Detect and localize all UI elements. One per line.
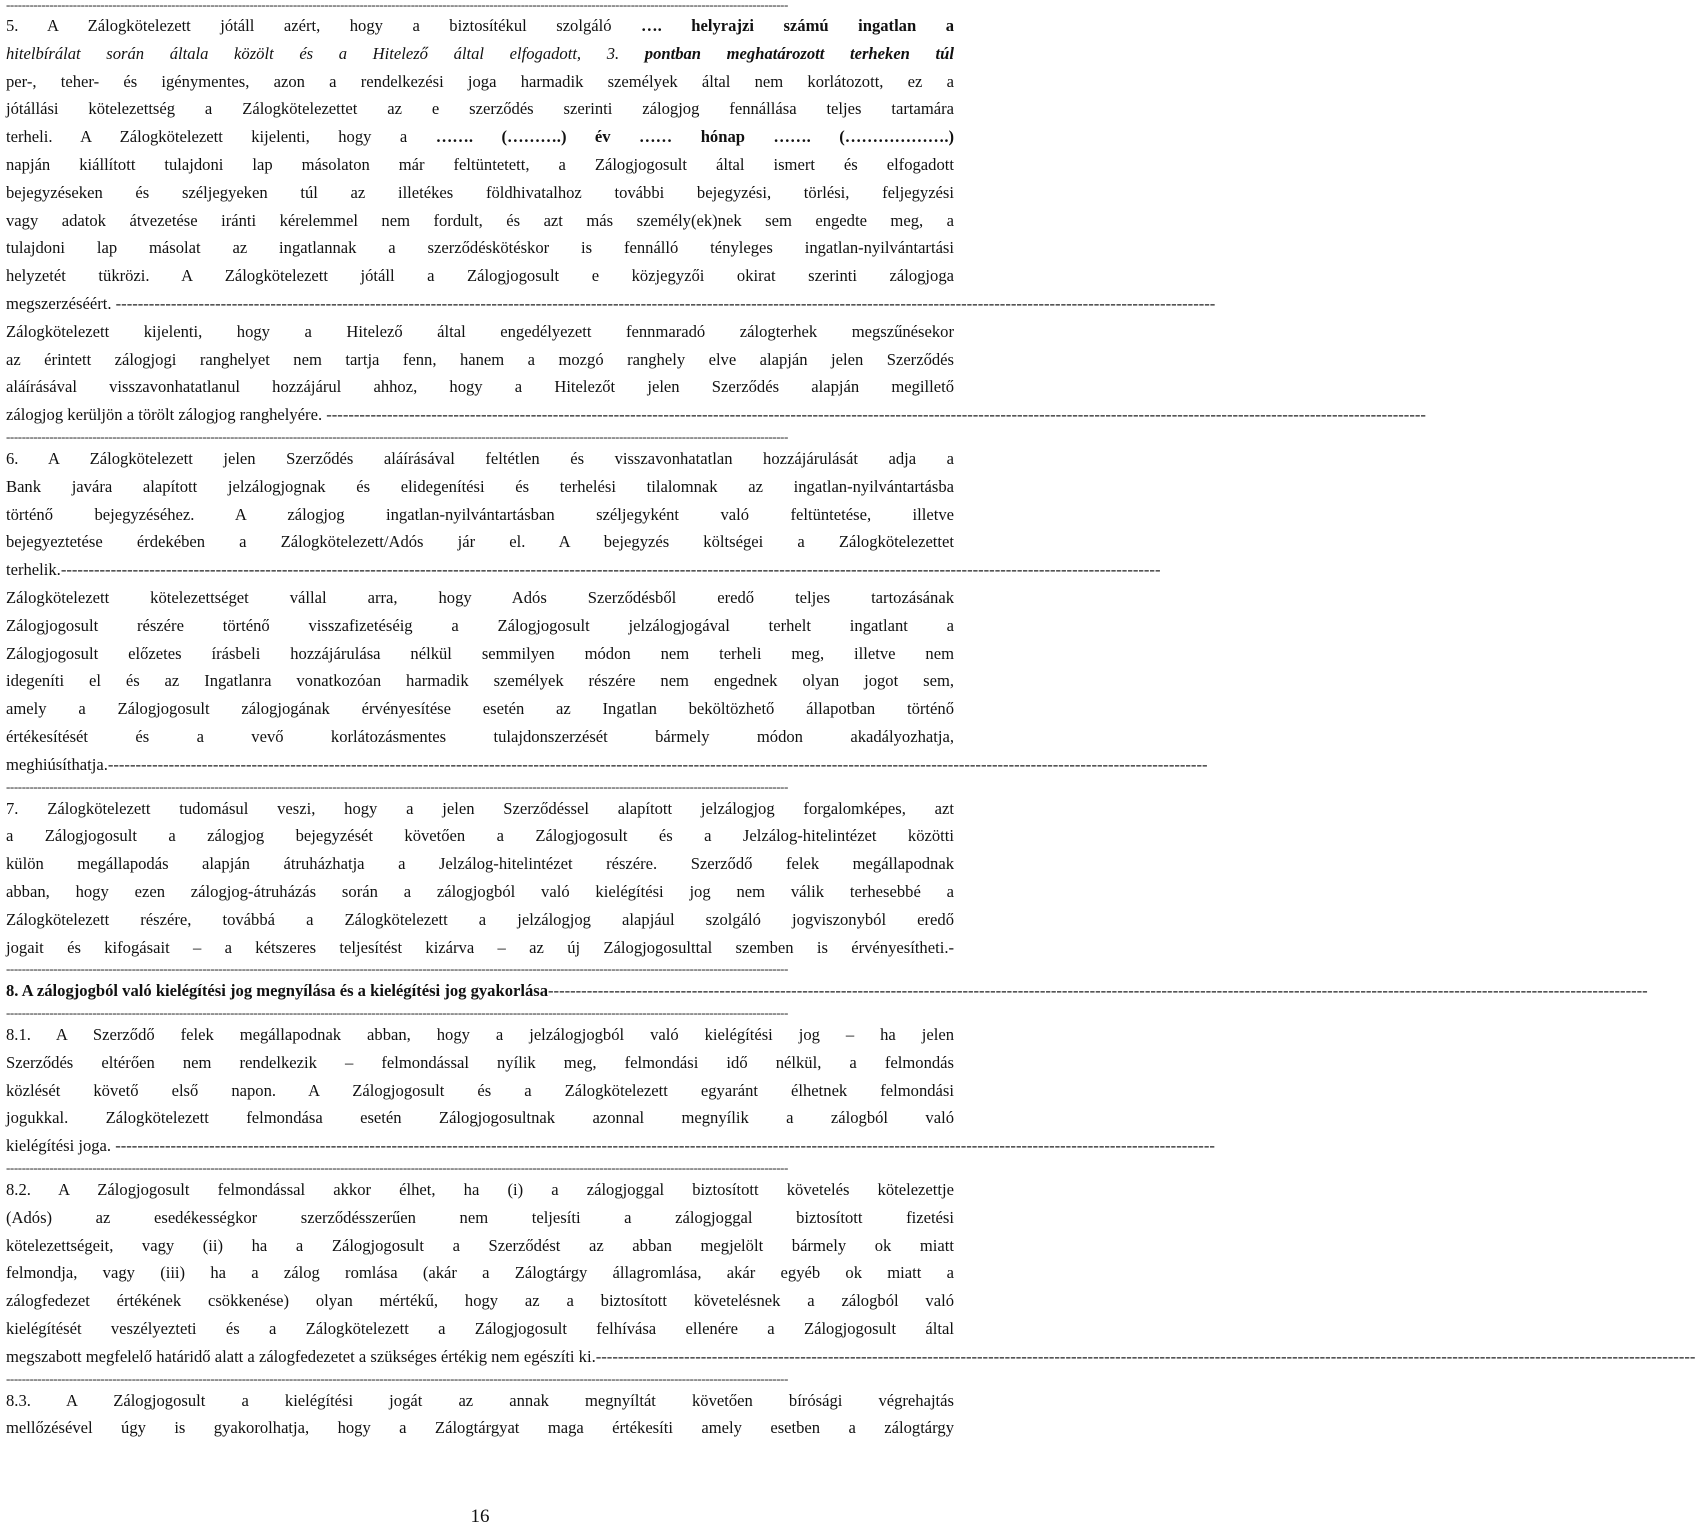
text-run: kielégítési joga. xyxy=(6,1136,112,1156)
section-7-line: abban, hogy ezen zálogjog-átruházás során a zálogjogból való kielégítési jog nem válik terhesebbé a xyxy=(6,881,954,901)
paragraph-8-2-line: kielégítését veszélyezteti és a Zálogkötelezett a Zálogjogosult felhívása ellenére a Zálogjogosult által xyxy=(6,1319,954,1339)
page-number: 16 xyxy=(470,1506,490,1527)
section-7-line: a Zálogjogosult a zálogjog bejegyzését követően a Zálogjogosult és a Jelzálog-hitelintézet közötti xyxy=(6,826,954,846)
dash-separator: ------------------------------------------------------------------------------------------------------------------------------------------------------------------------------------------------------- xyxy=(6,1370,788,1386)
section-5-line xyxy=(6,12,954,40)
dash-fill: ------------------------------------------------------------------------------------------------------------------------------------------------------------------------------------------------------- xyxy=(115,293,1216,313)
text-run: meghiúsíthatja. xyxy=(6,754,108,774)
paragraph-8-3-line: 8.3. A Zálogjogosult a kielégítési jogát az annak megnyíltát követően bírósági végrehajtás xyxy=(6,1390,954,1410)
dash-separator: ------------------------------------------------------------------------------------------------------------------------------------------------------------------------------------------------------- xyxy=(6,428,788,444)
dash-separator: ------------------------------------------------------------------------------------------------------------------------------------------------------------------------------------------------------- xyxy=(6,778,788,794)
section-6-line: értékesítését és a vevő korlátozásmentes tulajdonszerzését bármely módon akadályozhatja, xyxy=(6,726,954,746)
section-6-line: bejegyeztetése érdekében a Zálogkötelezett/Adós jár el. A bejegyzés költségei a Zálogkötelezettet xyxy=(6,532,954,552)
section-heading: 8. A zálogjogból való kielégítési jog megnyílása és a kielégítési jog gyakorlása xyxy=(6,981,549,1001)
paragraph-8-1-line: jogukkal. Zálogkötelezett felmondása esetén Zálogjogosultnak azonnal megnyílik a zálogból való xyxy=(6,1108,954,1128)
section-5-line: Zálogkötelezett kijelenti, hogy a Hitelező által engedélyezett fennmaradó zálogterhek megszűnésekor xyxy=(6,321,954,341)
section-6-line xyxy=(6,556,1161,584)
dash-separator: ------------------------------------------------------------------------------------------------------------------------------------------------------------------------------------------------------- xyxy=(6,1005,788,1021)
section-7-line: Zálogkötelezett részére, továbbá a Zálogkötelezett a jelzálogjog alapjául szolgáló jogviszonyból eredő xyxy=(6,909,954,929)
text-run: terheli. A Zálogkötelezett kijelenti, hogy a xyxy=(6,127,436,147)
dash-fill: ------------------------------------------------------------------------------------------------------------------------------------------------------------------------------------------------------- xyxy=(326,405,1426,425)
text-run: zálogjog kerüljön a törölt zálogjog ranghelyére. xyxy=(6,405,323,425)
section-6-line: idegeníti el és az Ingatlanra vonatkozóan harmadik személyek részére nem engednek olyan jogot sem, xyxy=(6,671,954,691)
text-run-bold: pontban meghatározott terheken túl xyxy=(644,43,954,63)
section-8-heading xyxy=(6,977,1648,1005)
paragraph-8-2-line xyxy=(6,1343,1695,1371)
section-5-line: az érintett zálogjogi ranghelyet nem tartja fenn, hanem a mozgó ranghely elve alapján jelen Szerződés xyxy=(6,349,954,369)
paragraph-8-1-line: közlését követő első napon. A Zálogjogosult és a Zálogkötelezett egyaránt élhetnek felmondási xyxy=(6,1080,954,1100)
text-run: megszerzéséért. xyxy=(6,293,112,313)
section-5-line: aláírásával visszavonhatatlanul hozzájárul ahhoz, hogy a Hitelezőt jelen Szerződés alapján megillető xyxy=(6,377,954,397)
section-6-line: amely a Zálogjogosult zálogjogának érvényesítése esetén az Ingatlan beköltözhető állapotban történő xyxy=(6,699,954,719)
section-5-line: vagy adatok átvezetése iránti kérelemmel nem fordult, és azt más személy(ek)nek sem engedte meg, a xyxy=(6,210,954,230)
section-5-line: bejegyzéseken és széljegyeken túl az illetékes földhivatalhoz további bejegyzési, törlési, feljegyzési xyxy=(6,182,954,202)
text-run: megszabott megfelelő határidő alatt a zálogfedezetet a szükséges értékig nem egészíti ki. xyxy=(6,1346,596,1366)
section-6-line: Zálogjogosult előzetes írásbeli hozzájárulása nélkül semmilyen módon nem terheli meg, illetve nem xyxy=(6,643,954,663)
dash-separator: ------------------------------------------------------------------------------------------------------------------------------------------------------------------------------------------------------- xyxy=(6,1160,788,1176)
section-5-line: per-, teher- és igénymentes, azon a rendelkezési joga harmadik személyek által nem korlátozott, ez a xyxy=(6,71,954,91)
section-5-line xyxy=(6,40,954,68)
dash-fill: ------------------------------------------------------------------------------------------------------------------------------------------------------------------------------------------------------- xyxy=(548,981,1648,1001)
section-6-line: történő bejegyzéséhez. A zálogjog ingatlan-nyilvántartásban széljegyként való feltüntetése, illetve xyxy=(6,504,954,524)
dash-fill: ------------------------------------------------------------------------------------------------------------------------------------------------------------------------------------------------------- xyxy=(115,1136,1215,1156)
paragraph-8-2-line: (Adós) az esedékességkor szerződésszerűen nem teljesíti a zálogjoggal biztosított fizetési xyxy=(6,1207,954,1227)
dash-separator: ------------------------------------------------------------------------------------------------------------------------------------------------------------------------------------------------------- xyxy=(6,0,788,12)
text-run-bold: …. helyrajzi számú ingatlan a xyxy=(641,16,955,35)
paragraph-8-1-line: Szerződés eltérően nem rendelkezik – felmondással nyílik meg, felmondási idő nélkül, a felmondás xyxy=(6,1052,954,1072)
paragraph-8-1-line: 8.1. A Szerződő felek megállapodnak abban, hogy a jelzálogjogból való kielégítési jog – ha jelen xyxy=(6,1025,954,1045)
section-5-line: tulajdoni lap másolat az ingatlannak a szerződéskötéskor is fennálló tényleges ingatlan-nyilvántartási xyxy=(6,238,954,258)
dash-fill: ------------------------------------------------------------------------------------------------------------------------------------------------------------------------------------------------------- xyxy=(595,1346,1695,1366)
section-7-line: 7. Zálogkötelezett tudomásul veszi, hogy a jelen Szerződéssel alapított jelzálogjog forgalomképes, azt xyxy=(6,798,954,818)
date-placeholder: ……. (……….) év …… hónap ……. (……………….) xyxy=(435,127,954,147)
paragraph-8-1-line xyxy=(6,1132,1215,1160)
section-7-line: jogait és kifogásait – a kétszeres teljesítést kizárva – az új Zálogjogosulttal szemben is érvényesítheti.- xyxy=(6,937,954,957)
section-5-line xyxy=(6,401,1426,429)
dash-fill: ------------------------------------------------------------------------------------------------------------------------------------------------------------------------------------------------------- xyxy=(60,560,1161,580)
dash-separator: ------------------------------------------------------------------------------------------------------------------------------------------------------------------------------------------------------- xyxy=(6,961,788,977)
section-5-line xyxy=(6,290,1216,318)
section-6-line: Zálogjogosult részére történő visszafizetéséig a Zálogjogosult jelzálogjogával terhelt ingatlant a xyxy=(6,615,954,635)
section-5-line: napján kiállított tulajdoni lap másolaton már feltüntetett, a Zálogjogosult által ismert és elfogadott xyxy=(6,154,954,174)
paragraph-8-2-line: 8.2. A Zálogjogosult felmondással akkor élhet, ha (i) a zálogjoggal biztosított követelés kötelezettje xyxy=(6,1180,954,1200)
section-6-line: Bank javára alapított jelzálogjognak és elidegenítési és terhelési tilalomnak az ingatlan-nyilvántartásba xyxy=(6,476,954,496)
section-7-line: külön megállapodás alapján átruházhatja a Jelzálog-hitelintézet részére. Szerződő felek megállapodnak xyxy=(6,854,954,874)
section-5-line: jótállási kötelezettség a Zálogkötelezettet az e szerződés szerinti zálogjog fennállása teljes tartamára xyxy=(6,99,954,119)
section-6-line: Zálogkötelezett kötelezettséget vállal arra, hogy Adós Szerződésből eredő teljes tartozásának xyxy=(6,587,954,607)
text-run: hitelbírálat során általa közölt és a Hitelező által elfogadott, 3. xyxy=(6,43,645,63)
dash-fill: ------------------------------------------------------------------------------------------------------------------------------------------------------------------------------------------------------- xyxy=(107,754,1208,774)
paragraph-8-3-line: mellőzésével úgy is gyakorolhatja, hogy a Zálogtárgyat maga értékesíti amely esetben a zálogtárgy xyxy=(6,1418,954,1438)
paragraph-8-2-line: felmondja, vagy (iii) ha a zálog romlása (akár a Zálogtárgy állagromlása, akár egyéb ok miatt a xyxy=(6,1263,954,1283)
paragraph-8-2-line: kötelezettségeit, vagy (ii) ha a Zálogjogosult a Szerződést az abban megjelölt bármely ok miatt xyxy=(6,1235,954,1255)
text-run: terhelik. xyxy=(6,560,61,580)
text-run: 5. A Zálogkötelezett jótáll azért, hogy a biztosítékul szolgáló xyxy=(6,16,642,35)
section-5-line: helyzetét tükrözi. A Zálogkötelezett jótáll a Zálogjogosult e közjegyzői okirat szerinti zálogjoga xyxy=(6,266,954,286)
section-6-line: 6. A Zálogkötelezett jelen Szerződés aláírásával feltétlen és visszavonhatatlan hozzájárulását adja a xyxy=(6,448,954,468)
paragraph-8-2-line: zálogfedezet értékének csökkenése) olyan mértékű, hogy az a biztosított követelésnek a zálogból való xyxy=(6,1291,954,1311)
document-page xyxy=(6,0,1695,1442)
section-5-line xyxy=(6,123,954,151)
section-6-line xyxy=(6,751,1208,779)
